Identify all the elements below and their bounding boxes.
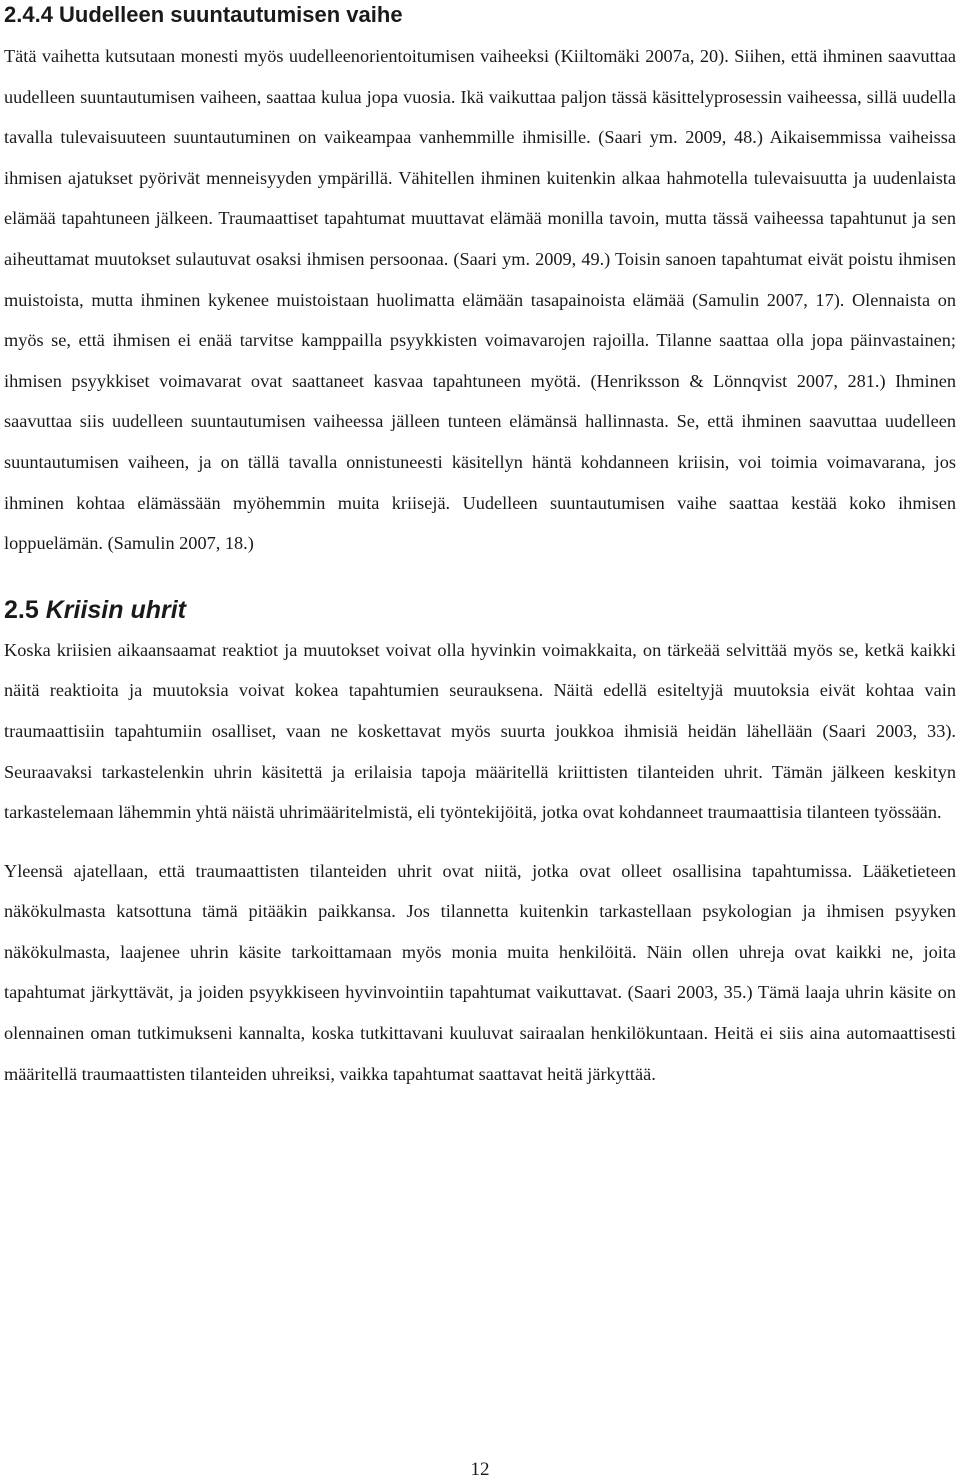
- section-heading-2-4-4: 2.4.4 Uudelleen suuntautumisen vaihe: [4, 2, 403, 27]
- page-number: 12: [470, 1459, 490, 1480]
- section-heading-2-5: [4, 592, 956, 628]
- document-page: [4, 0, 956, 1094]
- body-paragraph: Yleensä ajatellaan, että traumaattisten tilanteiden uhrit ovat niitä, jotka ovat olleet osallisina tapahtumissa. Lääketieteen näkökulmasta katsottuna tämä pitääkin paikkansa. Jos tilannetta kuitenkin tarkastellaan psykologian ja ihmisen psyyken näkökulmasta, laajenee uhrin käsite tarkoittamaan myös monia muita henkilöitä. Näin ollen uhreja ovat kaikki ne, joita tapahtumat järkyttävät, ja joiden psyykkiseen hyvinvointiin tapahtumat vaikuttavat. (Saari 2003, 35.) Tämä laaja uhrin käsite on olennainen oman tutkimukseni kannalta, koska tutkittavani kuuluvat sairaalan henkilökuntaan. Heitä ei siis aina automaattisesti määritellä traumaattisten tilanteiden uhreiksi, vaikka tapahtumat saattavat heitä järkyttää.: [4, 860, 956, 1084]
- section-heading-number: 2.5: [4, 595, 39, 624]
- body-paragraph: Tätä vaihetta kutsutaan monesti myös uudelleenorientoitumisen vaiheeksi (Kiiltomäki 2007a, 20). Siihen, että ihminen saavuttaa uudelleen suuntautumisen vaiheen, saattaa kulua jopa vuosia. Ikä vaikuttaa paljon tässä käsittelyprosessin vaiheessa, sillä uudella tavalla tulevaisuuteen suuntautuminen on vaikeampaa vanhemmille ihmisille. (Saari ym. 2009, 48.) Aikaisemmissa vaiheissa ihmisen ajatukset pyörivät menneisyyden ympärillä. Vähitellen ihminen kuitenkin alkaa hahmotella tulevaisuutta ja uudenlaista elämää tapahtuneen jälkeen. Traumaattiset tapahtumat muuttavat elämää monilla tavoin, mutta tässä vaiheessa tapahtunut ja sen aiheuttamat muutokset sulautuvat osaksi ihmisen persoonaa. (Saari ym. 2009, 49.) Toisin sanoen tapahtumat eivät poistu ihmisen muistoista, mutta ihminen kykenee muistoistaan huolimatta elämään tasapainoista elämää (Samulin 2007, 17). Olennaista on myös se, että ihmisen ei enää tarvitse kamppailla psyykkisten voimavarojen rajoilla. Tilanne saattaa olla jopa päinvastainen; ihmisen psyykkiset voimavarat ovat saattaneet kasvaa tapahtuneen myötä. (Henriksson & Lönnqvist 2007, 281.) Ihminen saavuttaa siis uudelleen suuntautumisen vaiheessa jälleen tunteen elämänsä hallinnasta. Se, että ihminen saavuttaa uudelleen suuntautumisen vaiheen, ja on tällä tavalla onnistuneesti käsitellyn häntä kohdanneen kriisin, voi toimia voimavarana, jos ihminen kohtaa elämässään myöhemmin muita kriisejä. Uudelleen suuntautumisen vaihe saattaa kestää koko ihmisen loppuelämän. (Samulin 2007, 18.): [4, 46, 956, 554]
- section-heading-title: Kriisin uhrit: [38, 595, 186, 624]
- body-paragraph: Koska kriisien aikaansaamat reaktiot ja muutokset voivat olla hyvinkin voimakkaita, on tärkeää selvittää myös se, ketkä kaikki näitä reaktioita ja muutoksia voivat kokea tapahtumien seurauksena. Näitä edellä esiteltyjä muutoksia eivät kohtaa vain traumaattisiin tapahtumiin osalliset, vaan ne koskettavat myös suurta joukkoa ihmisiä heidän lähellään (Saari 2003, 33). Seuraavaksi tarkastelenkin uhrin käsitettä ja erilaisia tapoja määritellä kriittisten tilanteiden uhrit. Tämän jälkeen keskityn tarkastelemaan lähemmin yhtä näistä uhrimääritelmistä, eli työntekijöitä, jotka ovat kohdanneet traumaattisia tilanteen työssään.: [4, 639, 956, 823]
